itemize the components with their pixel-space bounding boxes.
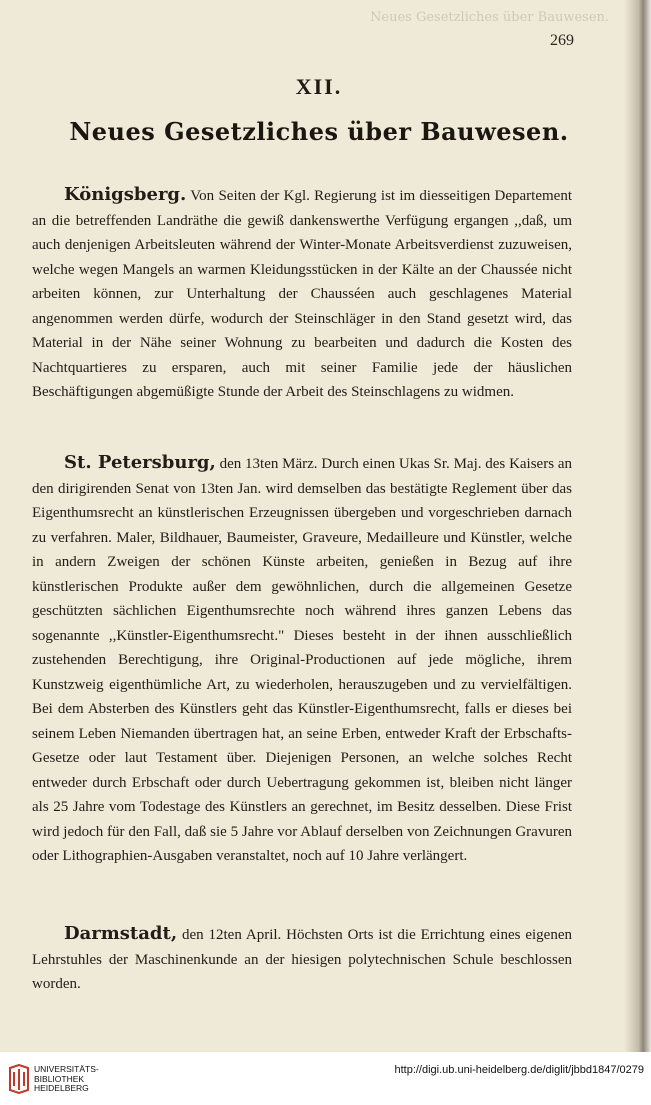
library-name-line: HEIDELBERG — [34, 1083, 89, 1093]
library-name-line: BIBLIOTHEK — [34, 1073, 85, 1084]
page-edge-shadow — [638, 0, 651, 1052]
paragraph-place-heading: St. Petersburg, — [64, 452, 216, 473]
footer-bar — [0, 1052, 651, 1105]
library-name — [34, 1065, 99, 1094]
chapter-number: XII. — [295, 74, 343, 99]
paragraph-koenigsberg — [32, 183, 572, 405]
page-title: Neues Gesetzliches über Bauwesen. — [69, 117, 569, 146]
library-logo-icon — [8, 1064, 30, 1094]
paragraph-body: Von Seiten der Kgl. Regierung ist im diesseitigen Departement an die betreffenden Landräthe die gewiß dankenswerthe Verfügung ergangen ,,daß, um auch denjenigen Arbeitsleuten während der Winter-Monate Arbeitsverdienst zuzuweisen, welche wegen Mangels an warmen Kleidungsstücken in der Kälte an der Chaussée nicht arbeiten können, zur Unterhaltung der Chausséen auch geschlagenes Material angenommen werden dürfe, wodurch der Steinschläger in den Stand gesetzt wird, das Material in der Nähe seiner Wohnung zu bearbeiten und dadurch die Kosten des Nachtquartieres zu ersparen, auch mit seiner Familie jede der häuslichen Beschäftigungen abgemüßigte Stunde der Arbeit des Steinschlagens zu widmen. — [32, 188, 572, 400]
paragraph-body: den 13ten März. Durch einen Ukas Sr. Maj. des Kaisers an den dirigirenden Senat von 13ten Jan. wird demselben das bestätigte Reglement über das Eigenthumsrecht an künstlerischen Erzeugnissen übergeben und vorgeschrieben darnach zu verfahren. Maler, Bildhauer, Baumeister, Graveure, Medailleure und Künstler, welche in andern Zweigen der schönen Künste arbeiten, genießen in Bezug auf ihre künstlerischen Produkte außer dem gewöhnlichen, durch die allgemeinen Gesetze geschützten sächlichen Eigenthumsrechte noch während ihres ganzen Lebens das sogenannte ,,Künstler-Eigenthumsrecht." Dieses besteht in der ihnen ausschließlich zustehenden Berechtigung, ihre Original-Productionen auf jede mögliche, ihrem Kunstzweig eigenthümliche Art, zu wiederholen, herauszugeben und zu vervielfältigen. Bei dem Absterben des Künstlers geht das Künstler-Eigenthumsrecht, falls er dieses bei seinem Leben Niemanden übertragen hat, an seine Erben, entweder Kraft der Erbschafts-Gesetze oder laut Testament über. Diejenigen Personen, an welche solches Recht entweder durch Erbschaft oder durch Uebertragung gekommen ist, bleiben nicht länger als 25 Jahre vom Todestage des Künstlers an gerechnet, im Besitz desselben. Diese Frist wird jedoch für den Fall, daß sie 5 Jahre vor Ablauf derselben von Zeichnungen Gravuren oder Lithographien-Ausgaben veranstaltet, noch auf 10 Jahre verlängert. — [32, 456, 572, 864]
page-number: 269 — [550, 32, 574, 49]
paragraph-body: den 12ten April. Höchsten Orts ist die Errichtung eines eigenen Lehrstuhles der Maschinenkunde an der hiesigen polytechnischen Schule beschlossen worden. — [32, 927, 572, 992]
paragraph-place-heading: Königsberg. — [64, 184, 187, 205]
bleed-through-text: Neues Gesetzliches über Bauwesen. — [370, 10, 610, 25]
library-name-line: UNIVERSITÄTS- — [34, 1064, 99, 1074]
paragraph-darmstadt — [32, 922, 572, 997]
source-url-link[interactable]: http://digi.ub.uni-heidelberg.de/diglit/jbbd1847/0279 — [394, 1064, 644, 1076]
paragraph-place-heading: Darmstadt, — [64, 923, 178, 944]
paragraph-st-petersburg — [32, 451, 572, 869]
